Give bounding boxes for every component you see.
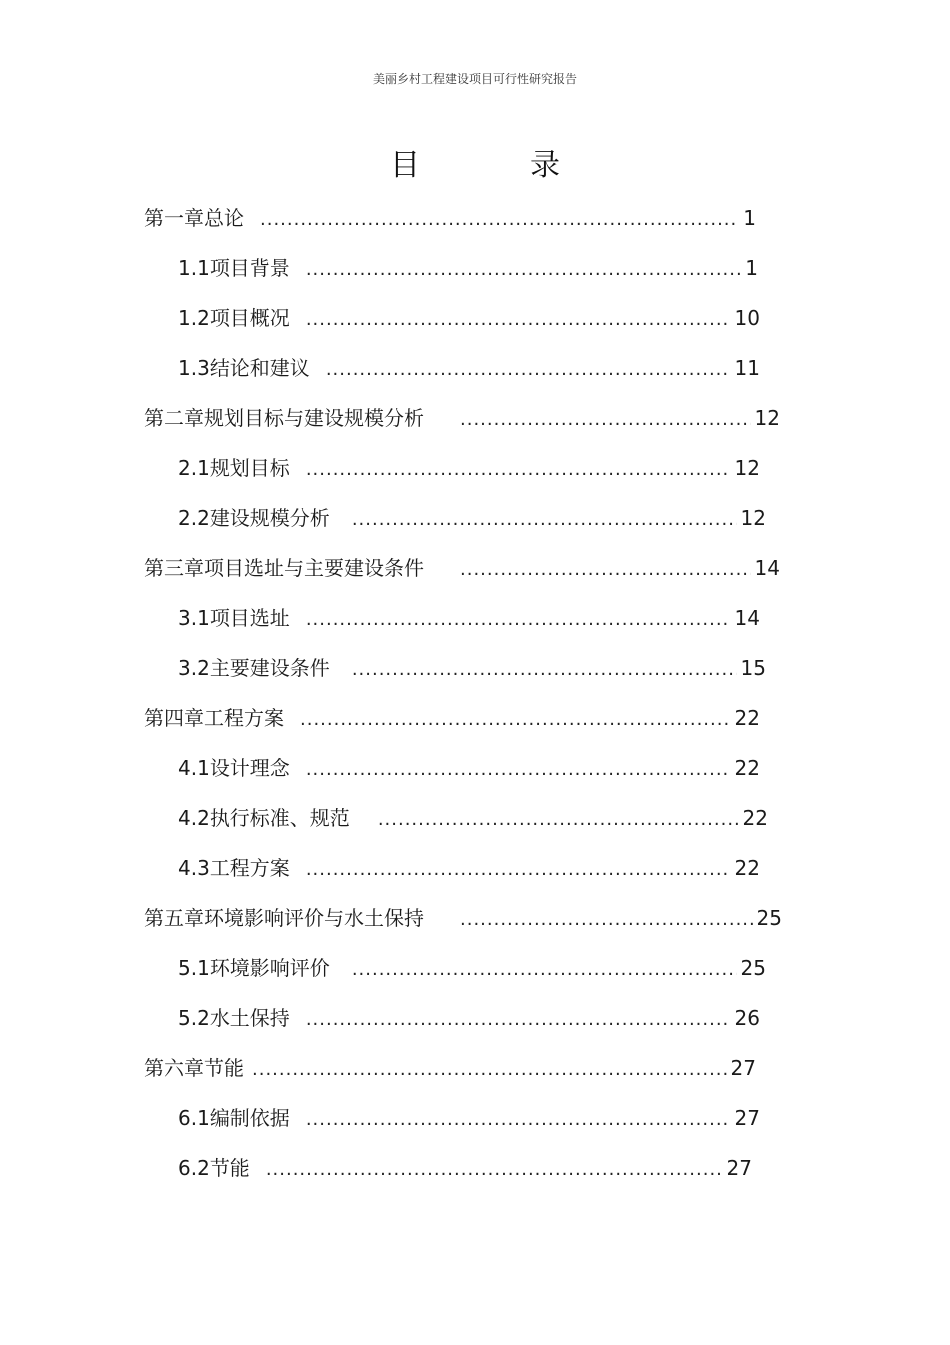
toc-leader-dots — [352, 954, 737, 984]
toc-entry-page: 12 — [734, 456, 760, 480]
toc-entry-page: 25 — [740, 956, 766, 980]
toc-entry-label: 项目选址与主要建设条件 — [204, 556, 424, 580]
toc-entry[interactable] — [144, 902, 782, 934]
toc-entry[interactable] — [178, 252, 758, 284]
toc-entry-number: 1.1 — [178, 256, 210, 280]
toc-entry-page: 22 — [734, 756, 760, 780]
toc-entry-number: 5.1 — [178, 956, 210, 980]
toc-entry-number: 4.1 — [178, 756, 210, 780]
toc-entry[interactable] — [178, 352, 760, 384]
toc-leader-dots — [300, 704, 731, 734]
toc-leader-dots — [306, 854, 731, 884]
toc-leader-dots — [460, 404, 751, 434]
toc-entry-label: 规划目标 — [209, 456, 290, 480]
toc-entry-number: 6.1 — [178, 1106, 210, 1130]
toc-entry-page: 12 — [740, 506, 766, 530]
toc-leader-dots — [306, 454, 731, 484]
toc-entry[interactable] — [178, 602, 760, 634]
toc-entry[interactable] — [178, 802, 768, 834]
toc-entry-number: 第四章 — [144, 706, 204, 730]
page-title — [0, 140, 950, 184]
toc-entry-number: 第三章 — [144, 556, 204, 580]
toc-entry-label: 工程方案 — [209, 856, 290, 880]
toc-entry-number: 4.3 — [178, 856, 210, 880]
toc-entry-page: 11 — [734, 356, 760, 380]
toc-entry-page: 15 — [740, 656, 766, 680]
toc-entry-page: 25 — [756, 906, 782, 930]
toc-entry-label: 规划目标与建设规模分析 — [204, 406, 424, 430]
toc-entry[interactable] — [144, 202, 756, 234]
toc-entry-page: 22 — [742, 806, 768, 830]
toc-entry[interactable] — [178, 1152, 752, 1184]
toc-entry-number: 3.2 — [178, 656, 210, 680]
toc-leader-dots — [352, 504, 737, 534]
toc-entry-page: 1 — [743, 206, 756, 230]
toc-leader-dots — [306, 254, 741, 284]
toc-entry[interactable] — [178, 1102, 760, 1134]
toc-leader-dots — [306, 1104, 731, 1134]
toc-entry-label: 节能 — [209, 1156, 250, 1180]
toc-entry-label: 主要建设条件 — [209, 656, 330, 680]
toc-leader-dots — [306, 304, 731, 334]
toc-entry[interactable] — [178, 452, 760, 484]
toc-entry-page: 22 — [734, 706, 760, 730]
toc-entry-number: 第一章 — [144, 206, 204, 230]
toc-entry-label: 结论和建议 — [209, 356, 310, 380]
toc-entry-label: 环境影响评价与水土保持 — [204, 906, 424, 930]
toc-entry-label: 设计理念 — [209, 756, 290, 780]
toc-entry[interactable] — [144, 552, 780, 584]
toc-leader-dots — [260, 204, 739, 234]
page-title-left: 目 — [390, 148, 420, 183]
toc-entry-label: 节能 — [204, 1056, 244, 1080]
toc-entry-number: 2.1 — [178, 456, 210, 480]
toc-entry[interactable] — [178, 752, 760, 784]
toc-leader-dots — [306, 754, 731, 784]
toc-leader-dots — [460, 904, 753, 934]
toc-entry-number: 3.1 — [178, 606, 210, 630]
toc-entry[interactable] — [178, 952, 766, 984]
toc-entry-page: 10 — [734, 306, 760, 330]
toc-leader-dots — [266, 1154, 723, 1184]
toc-entry[interactable] — [178, 1002, 760, 1034]
toc-entry-page: 1 — [745, 256, 758, 280]
toc-entry[interactable] — [144, 402, 780, 434]
toc-entry-page: 27 — [734, 1106, 760, 1130]
toc-entry-label: 工程方案 — [204, 706, 284, 730]
toc-entry-label: 水土保持 — [209, 1006, 290, 1030]
toc-entry-label: 环境影响评价 — [209, 956, 330, 980]
toc-entry-number: 第二章 — [144, 406, 204, 430]
toc-entry-label: 项目背景 — [209, 256, 290, 280]
toc-entry-label: 总论 — [204, 206, 244, 230]
toc-entry-number: 第五章 — [144, 906, 204, 930]
toc-entry[interactable] — [178, 502, 766, 534]
toc-entry-number: 1.2 — [178, 306, 210, 330]
toc-entry-page: 14 — [734, 606, 760, 630]
toc-leader-dots — [252, 1054, 727, 1084]
toc-entry-page: 14 — [754, 556, 780, 580]
toc-leader-dots — [326, 354, 731, 384]
toc-entry-label: 项目选址 — [209, 606, 290, 630]
toc-entry-label: 项目概况 — [209, 306, 290, 330]
toc-entry-label: 执行标准、规范 — [209, 806, 350, 830]
toc-entry-label: 建设规模分析 — [209, 506, 330, 530]
toc-leader-dots — [306, 604, 731, 634]
toc-leader-dots — [352, 654, 737, 684]
toc-entry-page: 27 — [730, 1056, 756, 1080]
toc-entry-number: 6.2 — [178, 1156, 210, 1180]
running-header: 美丽乡村工程建设项目可行性研究报告 — [372, 72, 577, 86]
toc-entry-number: 2.2 — [178, 506, 210, 530]
toc-entry-number: 第六章 — [144, 1056, 204, 1080]
toc-entry[interactable] — [144, 702, 760, 734]
toc-leader-dots — [460, 554, 751, 584]
toc-entry-page: 27 — [726, 1156, 752, 1180]
toc-entry[interactable] — [178, 652, 766, 684]
toc-entry-number: 5.2 — [178, 1006, 210, 1030]
toc-entry-page: 22 — [734, 856, 760, 880]
toc-entry-label: 编制依据 — [209, 1106, 290, 1130]
toc-entry-number: 1.3 — [178, 356, 210, 380]
toc-leader-dots — [378, 804, 739, 834]
toc-entry-page: 12 — [754, 406, 780, 430]
toc-leader-dots — [306, 1004, 731, 1034]
page-title-right: 录 — [530, 148, 560, 183]
toc-entry[interactable] — [144, 1052, 756, 1084]
toc-entry[interactable] — [178, 302, 760, 334]
toc-entry-number: 4.2 — [178, 806, 210, 830]
toc-entry-page: 26 — [734, 1006, 760, 1030]
toc-entry[interactable] — [178, 852, 760, 884]
